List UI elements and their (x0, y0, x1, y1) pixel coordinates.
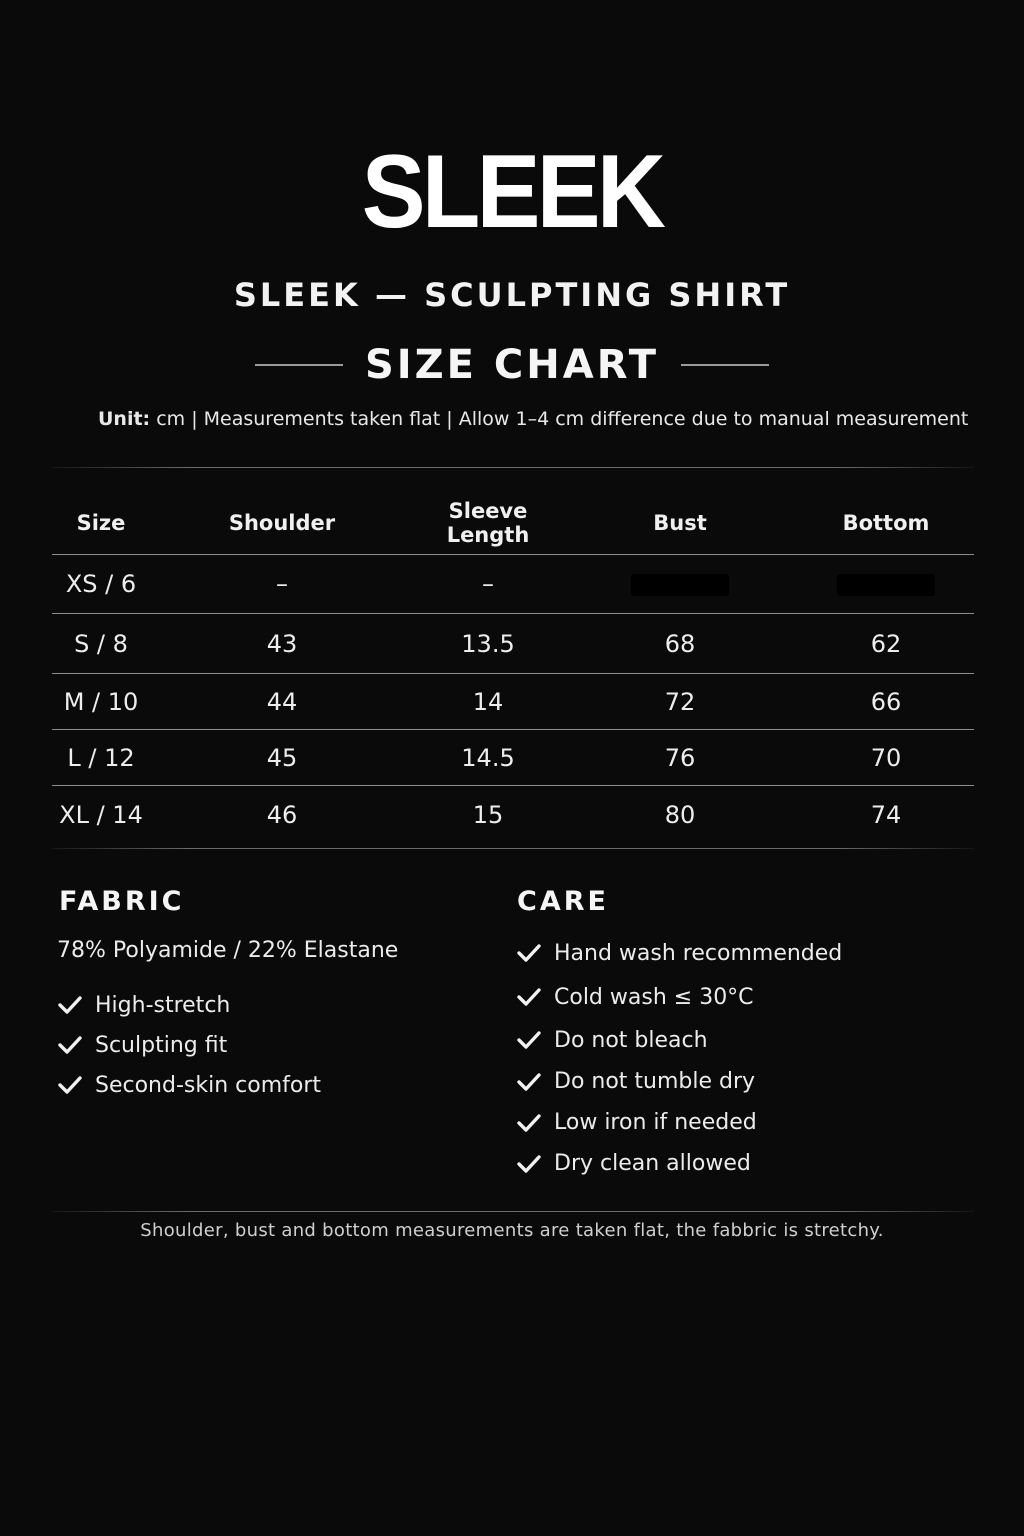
brand-logo: SLEEK (361, 134, 663, 250)
header-sleeve-length: Sleeve Length (414, 492, 562, 555)
footer-note: Shoulder, bust and bottom measurements are taken flat, the fabbric is stretchy. (140, 1220, 884, 1241)
checkmark-icon (57, 994, 83, 1016)
list-item (516, 931, 842, 975)
cell-sleeve: 13.5 (414, 614, 562, 674)
care-item-label: Do not tumble dry (554, 1069, 756, 1094)
cell-bottom: 62 (798, 614, 974, 674)
list-item (516, 1019, 842, 1061)
care-heading: CARE (517, 886, 609, 917)
fabric-feature-label: High-stretch (95, 992, 231, 1018)
cell-size: S / 8 (52, 614, 150, 674)
checkmark-icon (57, 1074, 83, 1096)
cell-bottom (798, 555, 974, 614)
header-shoulder: Shoulder (150, 492, 414, 555)
cell-bottom: 70 (798, 730, 974, 786)
cell-size: L / 12 (52, 730, 150, 786)
checkmark-icon (516, 1029, 542, 1051)
list-item (516, 975, 842, 1019)
header-bust: Bust (562, 492, 798, 555)
title-divider-right (681, 364, 769, 366)
product-title: SLEEK — SCULPTING SHIRT (233, 276, 791, 314)
redacted-block (631, 574, 729, 596)
cell-sleeve: 15 (472, 801, 504, 829)
fabric-composition: 78% Polyamide / 22% Elastane (57, 938, 399, 963)
care-item-label: Do not bleach (554, 1027, 708, 1053)
cell-sleeve: – (414, 555, 562, 614)
table-top-rule (52, 467, 974, 468)
table-row (52, 786, 974, 845)
unit-text: cm | Measurements taken flat | Allow 1–4 cm difference due to manual measurement (150, 408, 969, 430)
list-item (57, 1065, 321, 1105)
table-row (52, 674, 974, 730)
checkmark-icon (516, 1071, 542, 1093)
care-list (516, 931, 842, 1184)
checkmark-icon (516, 1153, 542, 1175)
checkmark-icon (516, 942, 542, 964)
checkmark-icon (57, 1034, 83, 1056)
size-table (52, 492, 974, 844)
list-item (516, 1143, 842, 1184)
table-bottom-rule (52, 848, 974, 849)
cell-shoulder: 46 (266, 801, 298, 829)
cell-bottom: 66 (798, 674, 974, 730)
fabric-feature-label: Sculpting fit (95, 1032, 228, 1058)
care-item-label: Low iron if needed (554, 1110, 757, 1135)
cell-bust: 72 (562, 674, 798, 730)
list-item (516, 1061, 842, 1102)
fabric-features-list (57, 985, 321, 1105)
table-row (52, 730, 974, 786)
cell-bust: 68 (562, 614, 798, 674)
header-bottom: Bottom (798, 492, 974, 555)
fabric-heading: FABRIC (59, 886, 185, 917)
list-item (516, 1102, 842, 1143)
list-item (57, 1025, 321, 1065)
unit-label: Unit: (98, 408, 151, 430)
header-size: Size (52, 492, 150, 555)
cell-bust: 76 (562, 730, 798, 786)
checkmark-icon (516, 986, 542, 1008)
cell-size: M / 10 (52, 674, 150, 730)
table-header-row (52, 492, 974, 555)
cell-shoulder: 44 (150, 674, 414, 730)
title-divider-left (255, 364, 343, 366)
cell-shoulder: – (150, 555, 414, 614)
cell-sleeve: 14.5 (414, 730, 562, 786)
redacted-block (837, 574, 935, 596)
cell-size: XS / 6 (52, 555, 150, 614)
table-row (52, 614, 974, 674)
table-row (52, 555, 974, 614)
chart-title-row (0, 342, 1024, 388)
cell-shoulder: 43 (150, 614, 414, 674)
cell-size: XL / 14 (59, 801, 143, 829)
list-item (57, 985, 321, 1025)
cell-bottom: 74 (870, 801, 902, 829)
cell-shoulder: 45 (150, 730, 414, 786)
footer-rule (52, 1211, 974, 1212)
checkmark-icon (516, 1112, 542, 1134)
care-item-label: Cold wash ≤ 30°C (554, 984, 754, 1010)
chart-title: SIZE CHART (364, 342, 660, 388)
care-item-label: Dry clean allowed (554, 1151, 751, 1176)
cell-bust (562, 555, 798, 614)
fabric-feature-label: Second-skin comfort (95, 1072, 322, 1098)
care-item-label: Hand wash recommended (554, 940, 843, 966)
cell-sleeve: 14 (414, 674, 562, 730)
cell-bust: 80 (664, 801, 696, 829)
unit-note (98, 408, 968, 430)
